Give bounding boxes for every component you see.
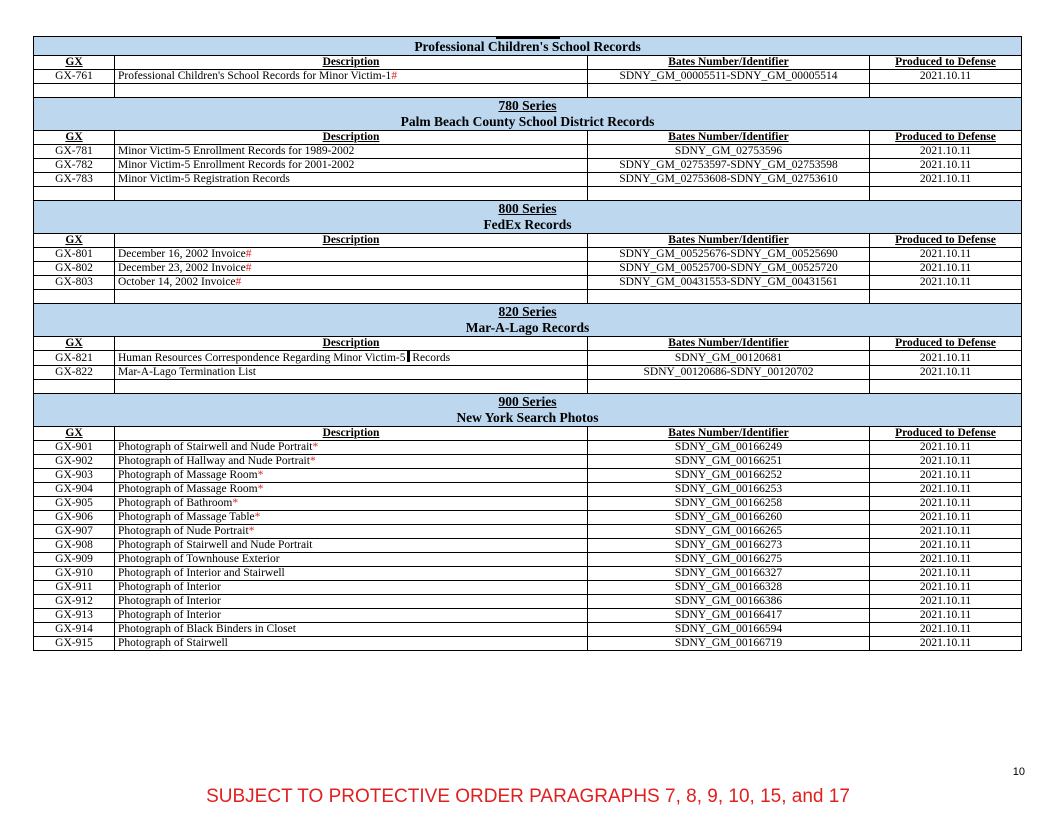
- description-text: Photograph of Massage Room: [118, 483, 258, 495]
- empty-cell: [870, 290, 1022, 304]
- produced-date-cell: 2021.10.11: [870, 539, 1022, 553]
- sensitivity-mark: #: [245, 248, 252, 260]
- column-header-description: Description: [115, 337, 588, 351]
- description-text: Photograph of Bathroom: [118, 497, 233, 509]
- sensitivity-mark: *: [312, 441, 319, 453]
- section-header: [34, 394, 1022, 427]
- sensitivity-mark: *: [257, 483, 264, 495]
- column-header-bates: Bates Number/Identifier: [588, 337, 870, 351]
- section-number: 820 Series: [498, 304, 557, 319]
- column-header-gx: GX: [34, 337, 115, 351]
- description-cell: [115, 351, 588, 366]
- sensitivity-mark: #: [245, 262, 252, 274]
- empty-cell: [115, 290, 588, 304]
- column-header-produced: Produced to Defense: [870, 427, 1022, 441]
- gx-number-cell: GX-911: [34, 581, 115, 595]
- page-number: 10: [1012, 766, 1025, 778]
- gx-number-cell: GX-915: [34, 637, 115, 651]
- empty-cell: [115, 84, 588, 98]
- empty-cell: [34, 187, 115, 201]
- description-cell: [115, 553, 588, 567]
- column-header-description: Description: [115, 234, 588, 248]
- table-row: [34, 159, 1022, 173]
- produced-date-cell: 2021.10.11: [870, 581, 1022, 595]
- produced-date-cell: 2021.10.11: [870, 637, 1022, 651]
- table-row: [34, 276, 1022, 290]
- bates-number-cell: SDNY_GM_00166265: [588, 525, 870, 539]
- spacer-row: [34, 187, 1022, 201]
- gx-number-cell: GX-783: [34, 173, 115, 187]
- table-row: [34, 581, 1022, 595]
- protective-order-footer: SUBJECT TO PROTECTIVE ORDER PARAGRAPHS 7, 8, 9, 10, 15, and 17: [206, 786, 850, 807]
- spacer-row: [34, 380, 1022, 394]
- table-row: [34, 455, 1022, 469]
- bates-number-cell: SDNY_GM_02753596: [588, 145, 870, 159]
- empty-cell: [588, 84, 870, 98]
- table-row: [34, 145, 1022, 159]
- description-cell: [115, 441, 588, 455]
- section-number: 900 Series: [498, 394, 557, 409]
- bates-number-cell: SDNY_GM_00005511-SDNY_GM_00005514: [588, 70, 870, 84]
- sensitivity-mark: *: [257, 469, 264, 481]
- empty-cell: [588, 380, 870, 394]
- table-row: [34, 70, 1022, 84]
- description-cell: [115, 455, 588, 469]
- description-cell: [115, 539, 588, 553]
- bates-number-cell: SDNY_GM_00166327: [588, 567, 870, 581]
- description-text: December 23, 2002 Invoice: [118, 262, 246, 274]
- description-cell: [115, 511, 588, 525]
- produced-date-cell: 2021.10.11: [870, 567, 1022, 581]
- produced-date-cell: 2021.10.11: [870, 366, 1022, 380]
- produced-date-cell: 2021.10.11: [870, 455, 1022, 469]
- table-row: [34, 248, 1022, 262]
- table-row: [34, 469, 1022, 483]
- bates-number-cell: SDNY_GM_00166275: [588, 553, 870, 567]
- section-number: 780 Series: [498, 98, 557, 113]
- empty-cell: [34, 380, 115, 394]
- gx-number-cell: GX-903: [34, 469, 115, 483]
- description-text: Photograph of Stairwell: [118, 637, 228, 649]
- empty-cell: [588, 290, 870, 304]
- column-header-produced: Produced to Defense: [870, 234, 1022, 248]
- section-header-row: [34, 37, 1022, 56]
- column-header-bates: Bates Number/Identifier: [588, 234, 870, 248]
- gx-number-cell: GX-912: [34, 595, 115, 609]
- description-cell: [115, 262, 588, 276]
- column-header-produced: Produced to Defense: [870, 131, 1022, 145]
- gx-number-cell: GX-761: [34, 70, 115, 84]
- description-cell: [115, 525, 588, 539]
- column-header-gx: GX: [34, 427, 115, 441]
- column-header-row: [34, 427, 1022, 441]
- produced-date-cell: 2021.10.11: [870, 70, 1022, 84]
- table-row: [34, 366, 1022, 380]
- description-cell: [115, 497, 588, 511]
- gx-number-cell: GX-782: [34, 159, 115, 173]
- description-text: Photograph of Massage Room: [118, 469, 258, 481]
- description-text: Photograph of Interior and Stairwell: [118, 567, 285, 579]
- gx-number-cell: GX-801: [34, 248, 115, 262]
- gx-number-cell: GX-781: [34, 145, 115, 159]
- table-row: [34, 351, 1022, 366]
- column-header-row: [34, 337, 1022, 351]
- description-cell: [115, 248, 588, 262]
- gx-number-cell: GX-906: [34, 511, 115, 525]
- bates-number-cell: SDNY_GM_00166273: [588, 539, 870, 553]
- spacer-row: [34, 290, 1022, 304]
- produced-date-cell: 2021.10.11: [870, 351, 1022, 366]
- column-header-description: Description: [115, 131, 588, 145]
- empty-cell: [34, 290, 115, 304]
- sensitivity-mark: *: [254, 511, 261, 523]
- description-text: Photograph of Massage Table: [118, 511, 255, 523]
- table-row: [34, 609, 1022, 623]
- empty-cell: [588, 187, 870, 201]
- column-header-produced: Produced to Defense: [870, 337, 1022, 351]
- description-text: Photograph of Black Binders in Closet: [118, 623, 296, 635]
- table-row: [34, 173, 1022, 187]
- bates-number-cell: SDNY_GM_00166252: [588, 469, 870, 483]
- section-number: 800 Series: [498, 201, 557, 216]
- section-header: [34, 37, 1022, 56]
- bates-number-cell: SDNY_GM_00166417: [588, 609, 870, 623]
- empty-cell: [115, 380, 588, 394]
- produced-date-cell: 2021.10.11: [870, 173, 1022, 187]
- description-cell: [115, 70, 588, 84]
- section-header-row: [34, 201, 1022, 234]
- description-cell: [115, 595, 588, 609]
- bates-number-cell: SDNY_GM_00120681: [588, 351, 870, 366]
- description-cell: [115, 567, 588, 581]
- gx-number-cell: GX-909: [34, 553, 115, 567]
- gx-number-cell: GX-803: [34, 276, 115, 290]
- column-header-gx: GX: [34, 56, 115, 70]
- column-header-row: [34, 131, 1022, 145]
- section-header: [34, 304, 1022, 337]
- produced-date-cell: 2021.10.11: [870, 159, 1022, 173]
- gx-number-cell: GX-907: [34, 525, 115, 539]
- section-title: FedEx Records: [483, 217, 572, 232]
- empty-cell: [870, 380, 1022, 394]
- column-header-gx: GX: [34, 234, 115, 248]
- section-title: New York Search Photos: [456, 410, 599, 425]
- empty-cell: [34, 84, 115, 98]
- sensitivity-mark: #: [391, 70, 398, 82]
- description-text: Minor Victim-5 Enrollment Records for 1989-2002: [118, 145, 355, 157]
- produced-date-cell: 2021.10.11: [870, 497, 1022, 511]
- description-text: Professional Children's School Records for Minor Victim-1: [118, 70, 392, 82]
- column-header-description: Description: [115, 56, 588, 70]
- produced-date-cell: 2021.10.11: [870, 276, 1022, 290]
- description-cell: [115, 637, 588, 651]
- description-text: Minor Victim-5 Enrollment Records for 2001-2002: [118, 159, 355, 171]
- gx-number-cell: GX-905: [34, 497, 115, 511]
- bates-number-cell: SDNY_GM_02753597-SDNY_GM_02753598: [588, 159, 870, 173]
- description-cell: [115, 159, 588, 173]
- column-header-bates: Bates Number/Identifier: [588, 131, 870, 145]
- produced-date-cell: 2021.10.11: [870, 441, 1022, 455]
- column-header-produced: Produced to Defense: [870, 56, 1022, 70]
- table-row: [34, 595, 1022, 609]
- gx-number-cell: GX-822: [34, 366, 115, 380]
- section-header-row: [34, 304, 1022, 337]
- bates-number-cell: SDNY_00120686-SDNY_00120702: [588, 366, 870, 380]
- gx-number-cell: GX-914: [34, 623, 115, 637]
- bates-number-cell: SDNY_GM_00525700-SDNY_GM_00525720: [588, 262, 870, 276]
- bates-number-cell: SDNY_GM_00431553-SDNY_GM_00431561: [588, 276, 870, 290]
- table-row: [34, 553, 1022, 567]
- description-cell: [115, 173, 588, 187]
- produced-date-cell: 2021.10.11: [870, 595, 1022, 609]
- empty-cell: [115, 187, 588, 201]
- gx-number-cell: GX-910: [34, 567, 115, 581]
- bates-number-cell: SDNY_GM_02753608-SDNY_GM_02753610: [588, 173, 870, 187]
- bates-number-cell: SDNY_GM_00166253: [588, 483, 870, 497]
- table-row: [34, 483, 1022, 497]
- description-text: Photograph of Stairwell and Nude Portrait: [118, 441, 313, 453]
- table-row: [34, 497, 1022, 511]
- table-row: [34, 511, 1022, 525]
- produced-date-cell: 2021.10.11: [870, 609, 1022, 623]
- column-header-bates: Bates Number/Identifier: [588, 427, 870, 441]
- bates-number-cell: SDNY_GM_00525676-SDNY_GM_00525690: [588, 248, 870, 262]
- sensitivity-mark: #: [235, 276, 242, 288]
- produced-date-cell: 2021.10.11: [870, 145, 1022, 159]
- description-suffix: Records: [409, 352, 451, 364]
- table-row: [34, 539, 1022, 553]
- gx-number-cell: GX-821: [34, 351, 115, 366]
- description-text: Photograph of Hallway and Nude Portrait: [118, 455, 310, 467]
- description-text: Photograph of Interior: [118, 609, 221, 621]
- gx-number-cell: GX-913: [34, 609, 115, 623]
- section-title: Mar-A-Lago Records: [465, 320, 590, 335]
- produced-date-cell: 2021.10.11: [870, 525, 1022, 539]
- description-cell: [115, 609, 588, 623]
- description-text: Photograph of Interior: [118, 581, 221, 593]
- sensitivity-mark: *: [232, 497, 239, 509]
- bates-number-cell: SDNY_GM_00166328: [588, 581, 870, 595]
- bates-number-cell: SDNY_GM_00166719: [588, 637, 870, 651]
- description-text: Mar-A-Lago Termination List: [118, 366, 256, 378]
- produced-date-cell: 2021.10.11: [870, 553, 1022, 567]
- spacer-row: [34, 84, 1022, 98]
- bates-number-cell: SDNY_GM_00166251: [588, 455, 870, 469]
- description-text: Minor Victim-5 Registration Records: [118, 173, 290, 185]
- description-text: October 14, 2002 Invoice: [118, 276, 236, 288]
- column-header-bates: Bates Number/Identifier: [588, 56, 870, 70]
- section-header-row: [34, 98, 1022, 131]
- bates-number-cell: SDNY_GM_00166258: [588, 497, 870, 511]
- gx-number-cell: GX-908: [34, 539, 115, 553]
- produced-date-cell: 2021.10.11: [870, 262, 1022, 276]
- table-row: [34, 262, 1022, 276]
- empty-cell: [870, 84, 1022, 98]
- section-title: Palm Beach County School District Records: [400, 114, 655, 129]
- bates-number-cell: SDNY_GM_00166249: [588, 441, 870, 455]
- description-cell: [115, 469, 588, 483]
- description-text: Photograph of Stairwell and Nude Portrait: [118, 539, 313, 551]
- section-header-row: [34, 394, 1022, 427]
- produced-date-cell: 2021.10.11: [870, 511, 1022, 525]
- description-text: Photograph of Townhouse Exterior: [118, 553, 280, 565]
- empty-cell: [870, 187, 1022, 201]
- table-row: [34, 441, 1022, 455]
- description-cell: [115, 145, 588, 159]
- table-row: [34, 567, 1022, 581]
- description-cell: [115, 623, 588, 637]
- description-cell: [115, 276, 588, 290]
- bates-number-cell: SDNY_GM_00166386: [588, 595, 870, 609]
- description-text: Photograph of Nude Portrait: [118, 525, 249, 537]
- sensitivity-mark: *: [309, 455, 316, 467]
- gx-number-cell: GX-802: [34, 262, 115, 276]
- column-header-description: Description: [115, 427, 588, 441]
- produced-date-cell: 2021.10.11: [870, 469, 1022, 483]
- exhibit-table-body: [34, 37, 1022, 651]
- bates-number-cell: SDNY_GM_00166260: [588, 511, 870, 525]
- column-header-gx: GX: [34, 131, 115, 145]
- gx-number-cell: GX-901: [34, 441, 115, 455]
- section-title: Professional Children's School Records: [414, 39, 641, 54]
- description-text: Photograph of Interior: [118, 595, 221, 607]
- description-text: December 16, 2002 Invoice: [118, 248, 246, 260]
- gx-number-cell: GX-904: [34, 483, 115, 497]
- description-cell: [115, 366, 588, 380]
- section-header: [34, 98, 1022, 131]
- table-row: [34, 637, 1022, 651]
- description-text: Human Resources Correspondence Regarding Minor Victim-5: [118, 352, 406, 364]
- table-row: [34, 525, 1022, 539]
- section-header: [34, 201, 1022, 234]
- column-header-row: [34, 234, 1022, 248]
- sensitivity-mark: *: [248, 525, 255, 537]
- table-row: [34, 623, 1022, 637]
- exhibit-table: [33, 36, 1022, 651]
- produced-date-cell: 2021.10.11: [870, 248, 1022, 262]
- gx-number-cell: GX-902: [34, 455, 115, 469]
- description-cell: [115, 581, 588, 595]
- produced-date-cell: 2021.10.11: [870, 483, 1022, 497]
- description-cell: [115, 483, 588, 497]
- column-header-row: [34, 56, 1022, 70]
- bates-number-cell: SDNY_GM_00166594: [588, 623, 870, 637]
- produced-date-cell: 2021.10.11: [870, 623, 1022, 637]
